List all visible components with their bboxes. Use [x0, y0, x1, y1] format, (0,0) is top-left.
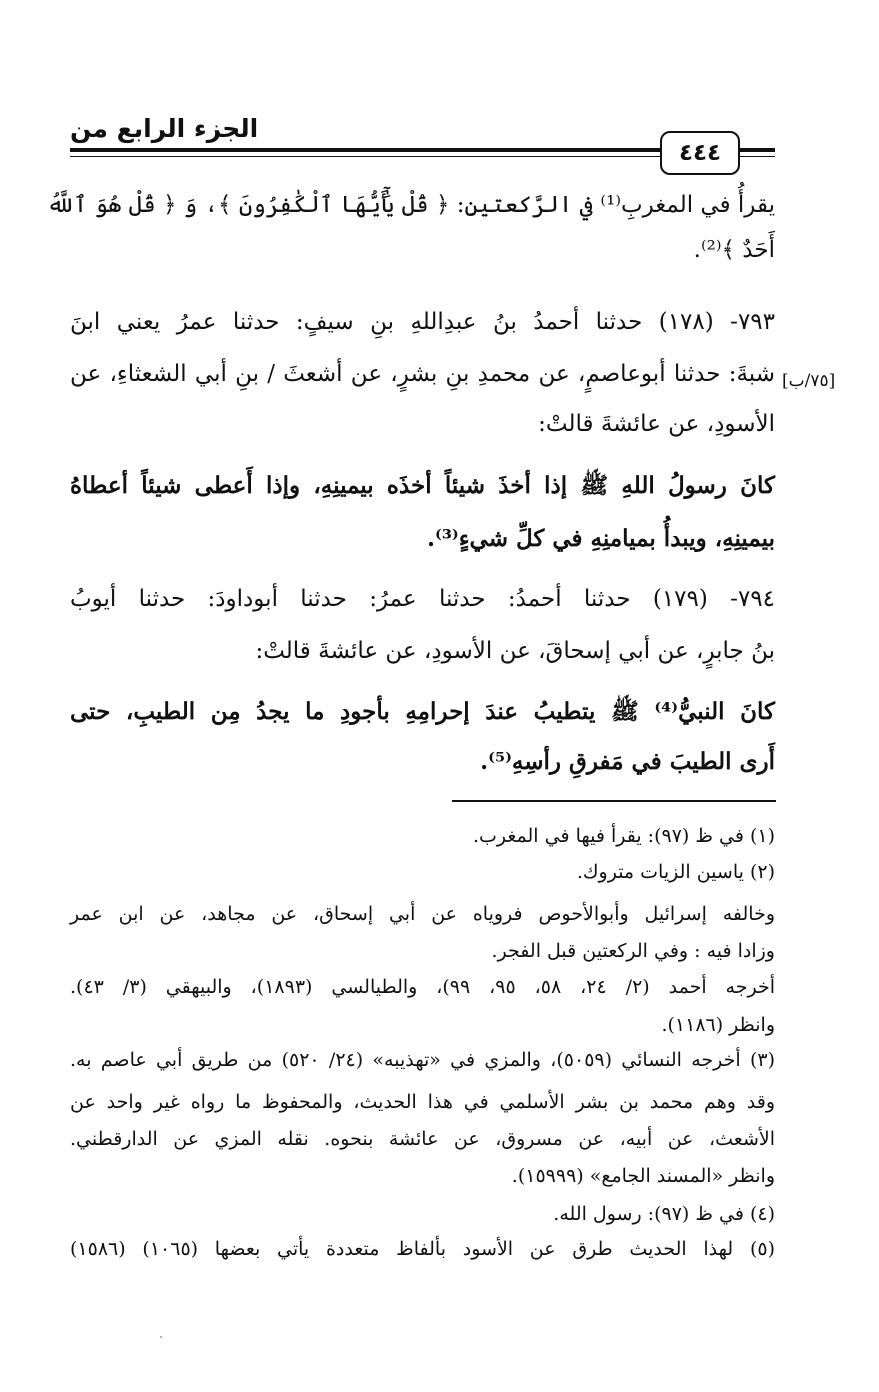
body-line: يقرأُ في المغربِ⁽¹⁾ في الرَّكعتينِ: ﴿ قُلْ يَٰٓأَيُّهَا ٱلْكَٰفِرُونَ ﴾، وَ ﴿ قُلْ هُوَ ٱللَّهُ — [46, 192, 775, 218]
footnote-line: وزادا فيه : وفي الركعتين قبل الفجر. — [491, 940, 775, 962]
body-line: شبةَ: حدثنا أبوعاصمٍ، عن محمدِ بنِ بشرٍ، عن أشعثَ / بنِ أبي الشعثاءِ، عن — [70, 361, 775, 387]
footnote-line: (٥) لهذا الحديث طرق عن الأسود بألفاظ متعددة يأتي بعضها (١٠٦٥) (١٥٨٦) — [70, 1238, 775, 1260]
body-line: بنُ جابرٍ، عن أبي إسحاقَ، عن الأسودِ، عن عائشةَ قالتْ: — [255, 638, 775, 664]
body-line: ٧٩٣- (١٧٨) حدثنا أحمدُ بنُ عبدِاللهِ بنِ سيفٍ: حدثنا عمرُ يعني ابنَ — [70, 309, 775, 335]
footnote-line: (١) في ظ (٩٧): يقرأ فيها في المغرب. — [472, 825, 775, 847]
header-rule-right — [735, 148, 775, 157]
header-rule — [70, 148, 662, 157]
body-line: أَحَدٌ ﴾⁽²⁾. — [693, 237, 775, 263]
footnote-line: (٢) ياسين الزيات متروك. — [576, 861, 775, 883]
hadith-text-line: كانَ رسولُ اللهِ ﷺ إذا أخذَ شيئاً أخذَه بيمينِهِ، وإذا أَعطى شيئاً أعطاهُ — [70, 472, 775, 499]
footnote-line: وانظر «المسند الجامع» (١٥٩٩٩). — [511, 1165, 775, 1187]
footnote-line: أخرجه أحمد (٢/ ٢٤، ٥٨، ٩٥، ٩٩)، والطيالسي (١٨٩٣)، والبيهقي (٣/ ٤٣). — [70, 976, 775, 998]
hadith-text-line: بيمينِهِ، ويبدأُ بميامنِهِ في كلِّ شيءٍ⁽³⁾. — [426, 525, 775, 552]
margin-manuscript-note: [٧٥/ب] — [782, 371, 836, 391]
hadith-text-line: أَرى الطيبَ في مَفرقِ رأسِهِ⁽⁵⁾. — [480, 748, 775, 775]
footnote-line: وانظر (١١٨٦). — [661, 1014, 775, 1036]
hadith-text-line: كانَ النبيُّ⁽⁴⁾ ﷺ يتطيبُ عندَ إحرامِهِ بأجودِ ما يجدُ مِن الطيبِ، حتى — [70, 698, 775, 725]
body-line: ٧٩٤- (١٧٩) حدثنا أحمدُ: حدثنا عمرُ: حدثنا أبوداودَ: حدثنا أيوبُ — [70, 586, 775, 612]
body-line: الأسودِ، عن عائشةَ قالتْ: — [538, 411, 775, 437]
footnote-line: وقد وهم محمد بن بشر الأسلمي في هذا الحديث، والمحفوظ ما رواه غير واحد عن — [70, 1091, 775, 1113]
footnote-line: الأشعث، عن أبيه، عن مسروق، عن عائشة بنحوه. نقله المزي عن الدارقطني. — [70, 1128, 775, 1150]
page-number-box — [660, 131, 740, 175]
footnote-line: (٣) أخرجه النسائي (٥٠٥٩)، والمزي في «تهذيبه» (٢٤/ ٥٢٠) من طريق أبي عاصم به. — [70, 1049, 776, 1071]
footnote-line: (٤) في ظ (٩٧): رسول الله. — [553, 1203, 775, 1225]
page-number: ٤٤٤ — [678, 140, 722, 166]
scan-speck — [160, 1336, 162, 1338]
footnote-separator — [452, 800, 776, 802]
running-header-title: الجزء الرابع من — [70, 114, 259, 143]
footnote-line: وخالفه إسرائيل وأبوالأحوص فروياه عن أبي إسحاق، عن مجاهد، عن ابن عمر — [70, 903, 775, 925]
